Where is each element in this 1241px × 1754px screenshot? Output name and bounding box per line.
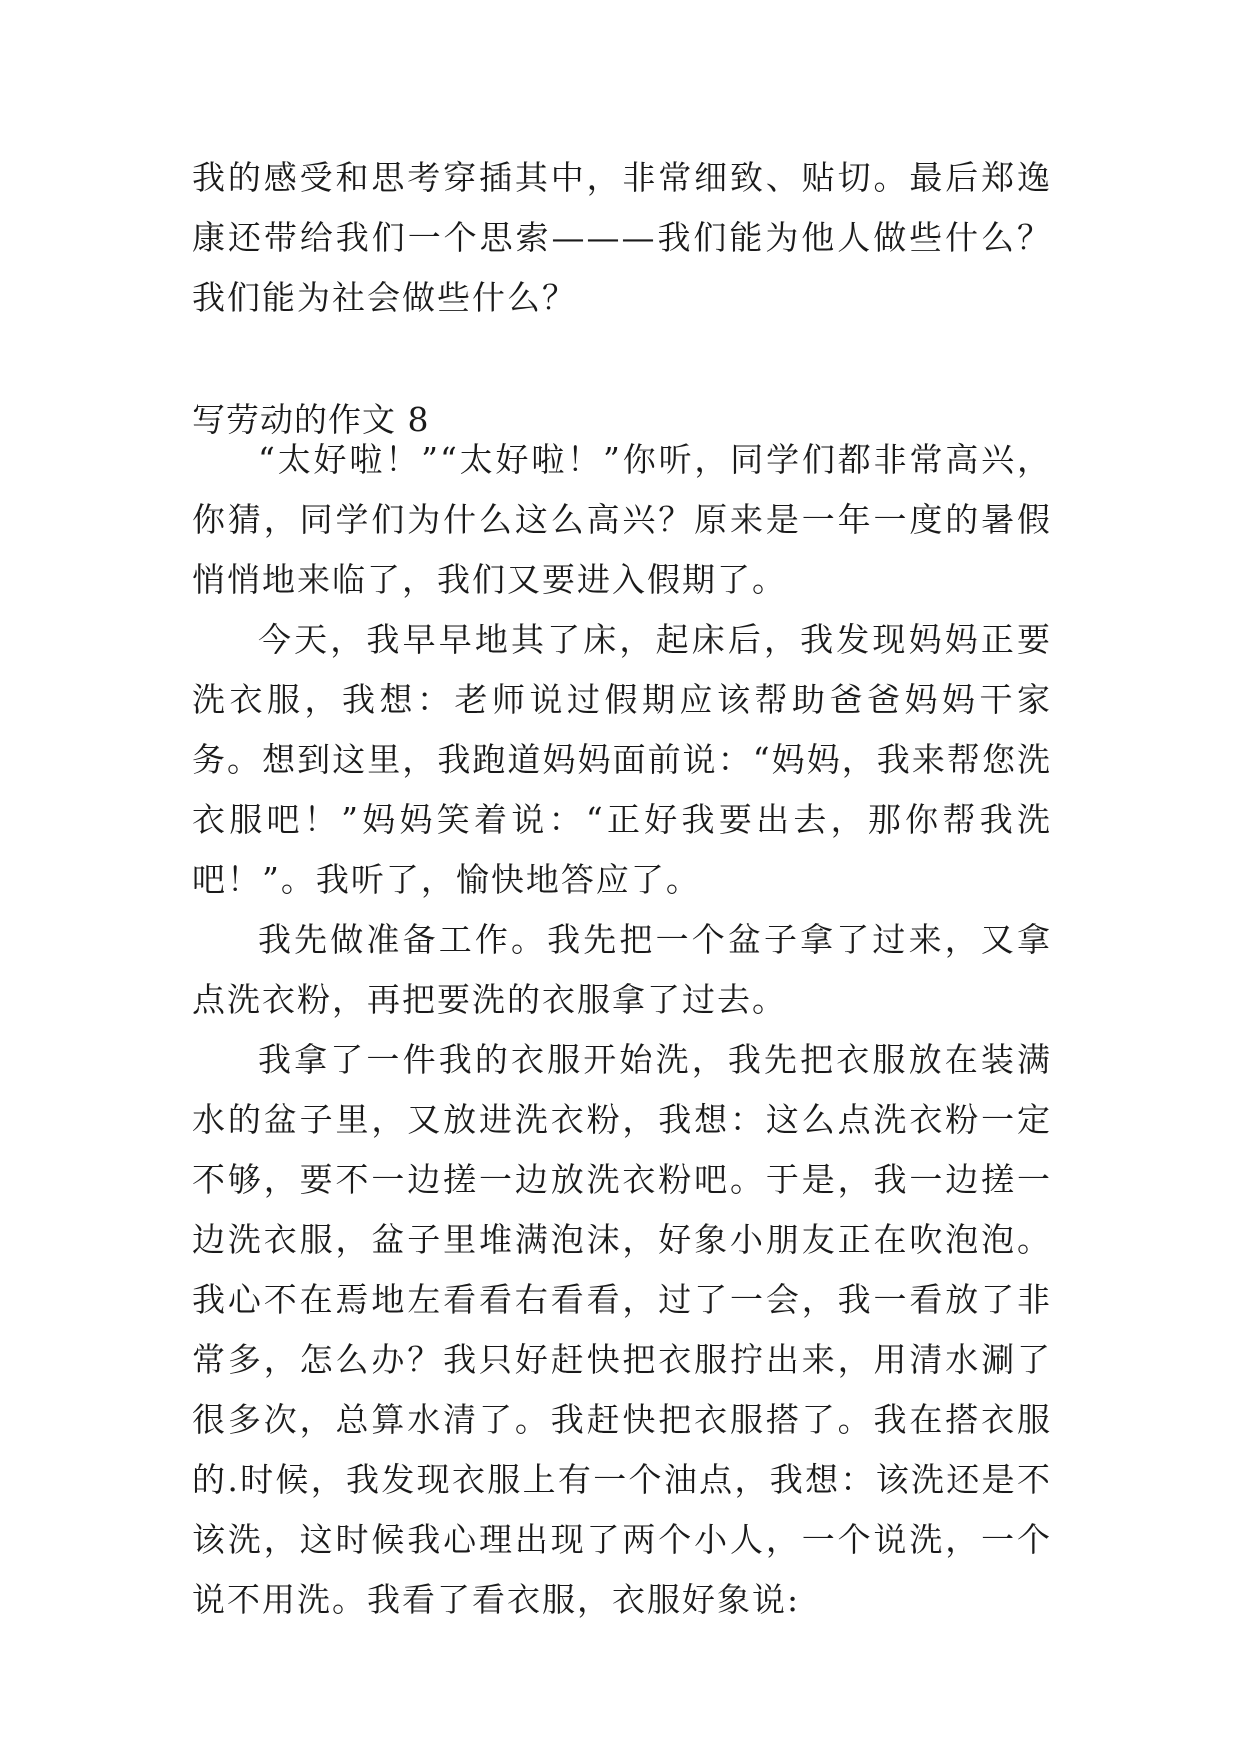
intro-paragraph: 我的感受和思考穿插其中，非常细致、贴切。最后郑逸康还带给我们一个思索———我们能为他人做些什么？我们能为社会做些什么？ — [192, 158, 1052, 317]
essay-paragraph: 我拿了一件我的衣服开始洗，我先把衣服放在装满水的盆子里，又放进洗衣粉，我想：这么点洗衣粉一定不够，要不一边搓一边放洗衣粉吧。于是，我一边搓一边洗衣服，盆子里堆满泡沫，好象小朋友正在吹泡泡。我心不在焉地左看看右看看，过了一会，我一看放了非常多，怎么办？我只好赶快把衣服拧出来，用清水涮了很多次，总算水清了。我赶快把衣服搭了。我在搭衣服的.时候，我发现衣服上有一个油点，我想：该洗还是不该洗，这时候我心理出现了两个小人，一个说洗，一个说不用洗。我看了看衣服，衣服好象说: — [192, 1040, 1052, 1619]
section-title: 写劳动的作文 8 — [192, 400, 430, 439]
essay-paragraph: “太好啦！”“太好啦！”你听，同学们都非常高兴，你猜，同学们为什么这么高兴？原来是一年一度的暑假悄悄地来临了，我们又要进入假期了。 — [192, 440, 1052, 599]
essay-paragraph: 今天，我早早地其了床，起床后，我发现妈妈正要洗衣服，我想：老师说过假期应该帮助爸爸妈妈干家务。想到这里，我跑道妈妈面前说：“妈妈，我来帮您洗衣服吧！”妈妈笑着说：“正好我要出去，那你帮我洗吧！”。我听了，愉快地答应了。 — [192, 620, 1052, 899]
intro-block — [192, 148, 1052, 328]
essay-paragraph: 我先做准备工作。我先把一个盆子拿了过来，又拿点洗衣粉，再把要洗的衣服拿了过去。 — [192, 920, 1052, 1019]
essay-body — [192, 430, 1052, 1630]
